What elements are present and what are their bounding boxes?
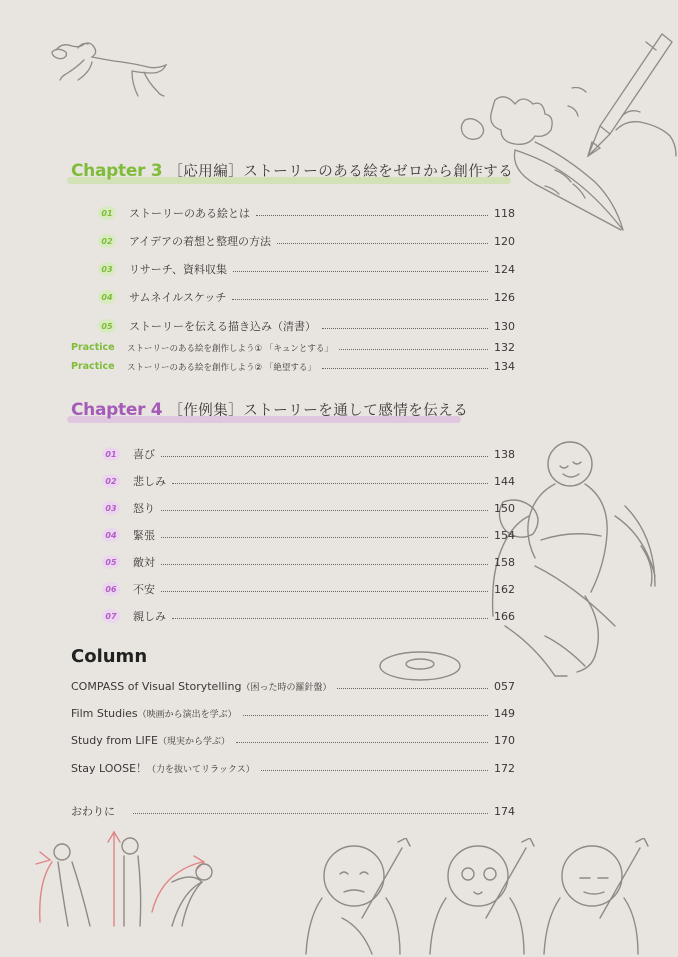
item-number-badge: 05 (98, 319, 116, 333)
item-page: 154 (494, 528, 515, 542)
column-item-title: Study from LIFE（現実から学ぶ） (71, 734, 231, 747)
toc-item-4-04[interactable] (102, 527, 515, 543)
practice-page: 134 (494, 360, 515, 373)
chapter3-label: Chapter 3 (71, 161, 163, 181)
practice-tag: Practice (71, 342, 115, 353)
item-title: 緊張 (133, 529, 155, 542)
toc-item-4-06[interactable] (102, 581, 515, 597)
leader-dots (322, 368, 488, 369)
item-page: 158 (494, 555, 515, 569)
pencil-hand-illustration (566, 30, 678, 160)
toc-practice-1[interactable] (71, 341, 515, 354)
guitar-people-illustration (302, 838, 678, 957)
afterword-title: おわりに (71, 805, 115, 818)
item-number-badge: 02 (102, 474, 120, 488)
item-title: ストーリーを伝える描き込み（清書） (129, 320, 316, 333)
column-item-page: 057 (494, 680, 515, 693)
column-item-title: COMPASS of Visual Storytelling（困った時の羅針盤） (71, 680, 332, 693)
practice-title: ストーリーのある絵を創作しよう② 「絶望する」 (127, 362, 316, 373)
column-item-film-studies[interactable] (71, 707, 515, 720)
item-number-badge: 05 (102, 555, 120, 569)
toc-item-3-05[interactable] (98, 318, 515, 334)
toc-item-4-02[interactable] (102, 473, 515, 489)
item-page: 124 (494, 262, 515, 276)
column-item-compass[interactable] (71, 680, 515, 693)
leader-dots (133, 813, 488, 814)
toc-item-3-03[interactable] (98, 261, 515, 277)
dog-sketch-illustration (48, 36, 178, 104)
item-number-badge: 04 (98, 290, 116, 304)
toc-item-3-02[interactable] (98, 233, 515, 249)
item-page: 130 (494, 319, 515, 333)
item-title: サムネイルスケッチ (129, 291, 227, 304)
item-title: 悲しみ (133, 475, 166, 488)
item-page: 120 (494, 234, 515, 248)
leader-dots (233, 271, 488, 272)
item-title: 親しみ (133, 610, 166, 623)
toc-afterword[interactable] (71, 803, 515, 819)
practice-title: ストーリーのある絵を創作しよう① 「キュンとする」 (127, 343, 333, 354)
column-item-title: Stay LOOSE！（力を抜いてリラックス） (71, 762, 255, 775)
leader-dots (232, 299, 488, 300)
chapter4-label: Chapter 4 (71, 400, 163, 420)
item-title: リサーチ、資料収集 (129, 263, 228, 276)
item-page: 126 (494, 290, 515, 304)
column-item-title: Film Studies（映画から演出を学ぶ） (71, 707, 237, 720)
leader-dots (161, 537, 488, 538)
leader-dots (243, 715, 488, 716)
item-number-badge: 07 (102, 609, 120, 623)
item-page: 138 (494, 447, 515, 461)
toc-item-3-01[interactable] (98, 205, 515, 221)
chapter3-heading (71, 160, 513, 181)
leader-dots (322, 328, 488, 329)
toc-item-3-04[interactable] (98, 289, 515, 305)
leader-dots (161, 456, 488, 457)
item-number-badge: 03 (102, 501, 120, 515)
afterword-page: 174 (494, 804, 515, 818)
item-title: 怒り (133, 502, 155, 515)
leader-dots (161, 510, 488, 511)
toc-item-4-03[interactable] (102, 500, 515, 516)
item-page: 162 (494, 582, 515, 596)
column-item-page: 170 (494, 734, 515, 747)
chapter4-title: ［作例集］ストーリーを通して感情を伝える (168, 403, 469, 419)
item-title: 敵対 (133, 556, 155, 569)
leader-dots (236, 742, 488, 743)
column-item-study-from-life[interactable] (71, 734, 515, 747)
toc-practice-2[interactable] (71, 360, 515, 373)
item-page: 118 (494, 206, 515, 220)
item-number-badge: 01 (98, 206, 116, 220)
item-page: 144 (494, 474, 515, 488)
practice-tag: Practice (71, 361, 115, 372)
leader-dots (172, 618, 488, 619)
leader-dots (256, 215, 488, 216)
column-heading: Column (71, 646, 148, 667)
column-item-stay-loose[interactable] (71, 760, 515, 776)
item-number-badge: 04 (102, 528, 120, 542)
item-number-badge: 03 (98, 262, 116, 276)
leader-dots (261, 770, 488, 771)
leader-dots (161, 564, 488, 565)
toc-item-4-05[interactable] (102, 554, 515, 570)
chapter4-heading (71, 399, 468, 420)
posture-figures-illustration (22, 822, 222, 932)
item-number-badge: 06 (102, 582, 120, 596)
item-title: 不安 (133, 583, 155, 596)
chapter3-title: ［応用編］ストーリーのある絵をゼロから創作する (168, 164, 514, 180)
toc-item-4-07[interactable] (102, 608, 515, 624)
item-title: ストーリーのある絵とは (129, 207, 250, 220)
column-item-page: 172 (494, 761, 515, 775)
leader-dots (277, 243, 488, 244)
practice-page: 132 (494, 341, 515, 354)
item-number-badge: 01 (102, 447, 120, 461)
item-number-badge: 02 (98, 234, 116, 248)
item-title: アイデアの着想と整理の方法 (129, 235, 272, 248)
item-title: 喜び (133, 448, 155, 461)
leader-dots (337, 688, 488, 689)
item-page: 150 (494, 501, 515, 515)
item-page: 166 (494, 609, 515, 623)
leader-dots (161, 591, 488, 592)
leader-dots (339, 349, 488, 350)
leader-dots (172, 483, 488, 484)
toc-item-4-01[interactable] (102, 446, 515, 462)
column-item-page: 149 (494, 707, 515, 720)
